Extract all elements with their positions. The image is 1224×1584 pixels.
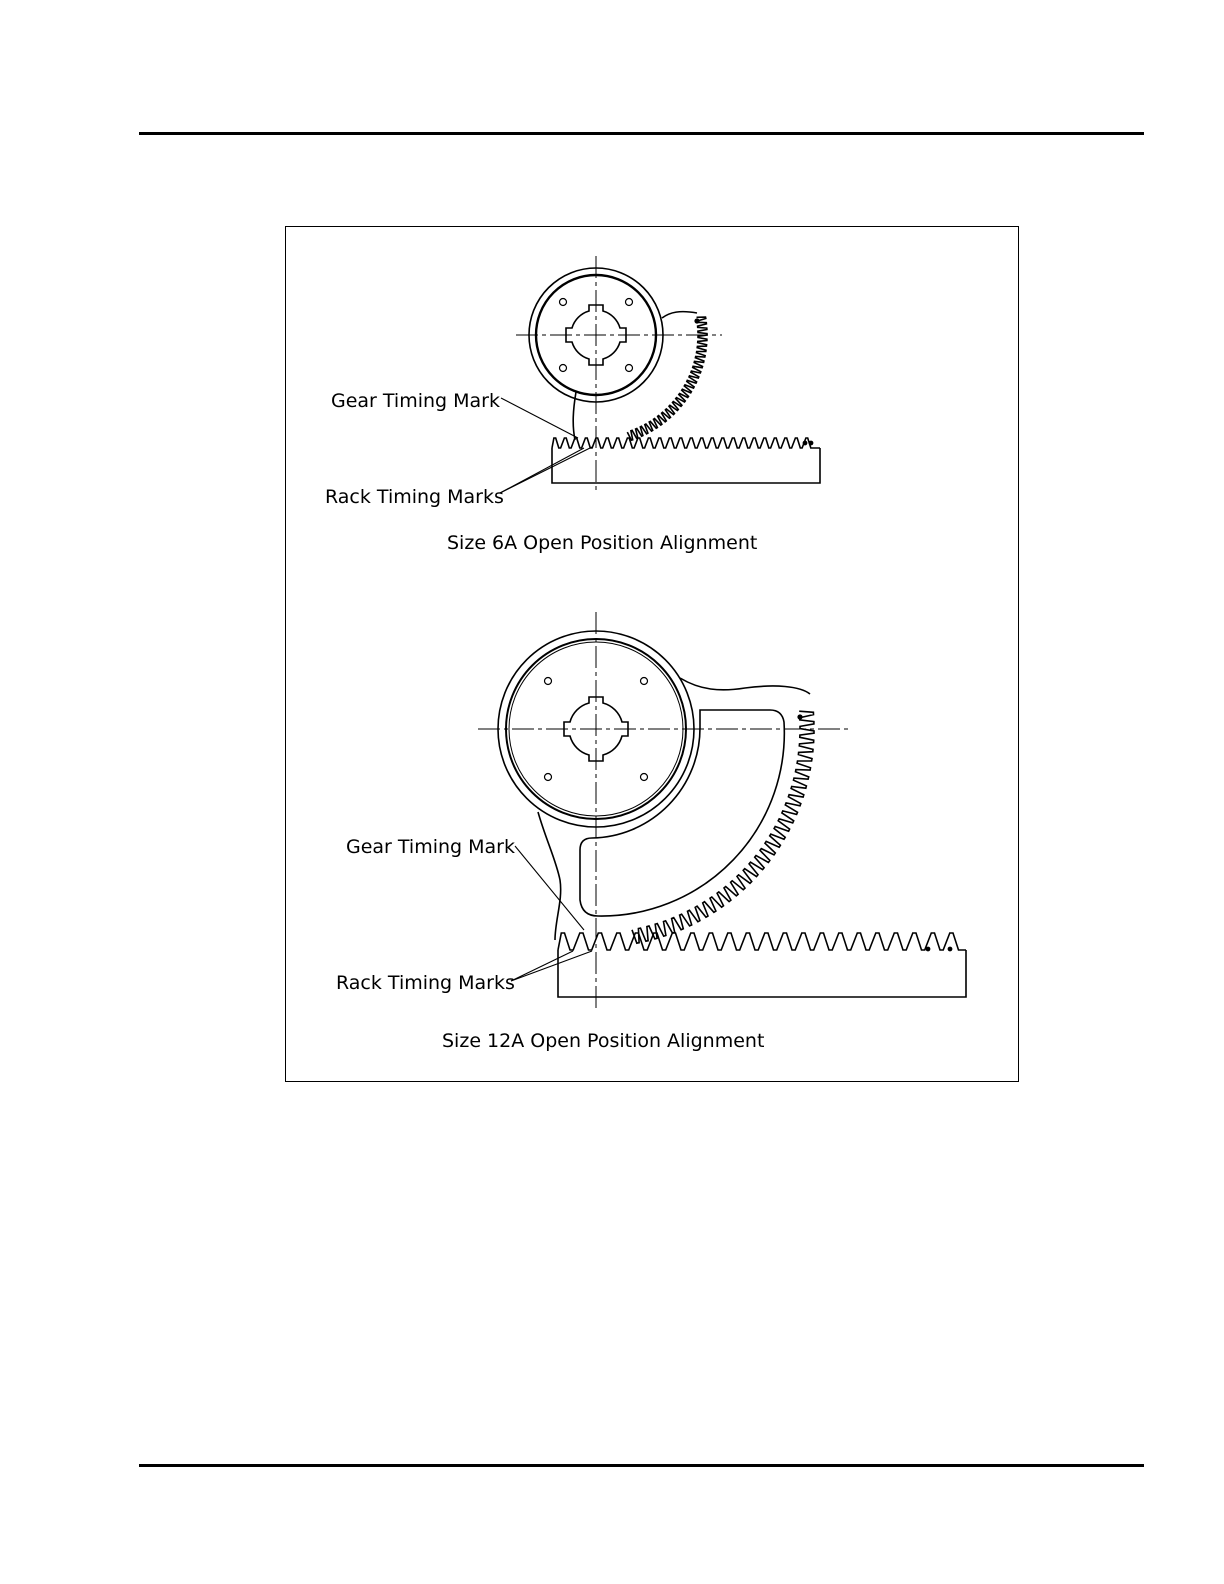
size6a-centerlines xyxy=(516,256,722,494)
size12a-rack-dot xyxy=(948,947,951,950)
size6a-rack-dot xyxy=(809,441,812,444)
size6a-arm-outline xyxy=(573,312,697,440)
size6a-rack-dot xyxy=(803,441,806,444)
footer-rule xyxy=(139,1464,1144,1467)
size12a-centerlines xyxy=(478,612,848,1012)
size12a-drawing xyxy=(478,612,966,1012)
size6a-rack-teeth xyxy=(552,438,820,448)
size12a-gear-dot xyxy=(798,715,802,719)
size12a-caption: Size 12A Open Position Alignment xyxy=(442,1030,765,1052)
size12a-gear-timing-label: Gear Timing Mark xyxy=(346,836,515,858)
size12a-rack-body xyxy=(558,950,966,997)
size6a-gear-teeth xyxy=(627,317,707,440)
size12a-rack-teeth xyxy=(558,933,966,950)
size6a-gear-timing-label: Gear Timing Mark xyxy=(331,390,500,412)
size6a-rack-body xyxy=(552,448,820,483)
size6a-drawing xyxy=(500,256,820,494)
size12a-rack-timing-label: Rack Timing Marks xyxy=(336,972,515,994)
size6a-caption: Size 6A Open Position Alignment xyxy=(447,532,758,554)
size12a-gear-teeth xyxy=(632,711,814,943)
size6a-rack-timing-label: Rack Timing Marks xyxy=(325,486,504,508)
size6a-gear-dot xyxy=(695,319,699,323)
size12a-rack-dot xyxy=(926,947,929,950)
